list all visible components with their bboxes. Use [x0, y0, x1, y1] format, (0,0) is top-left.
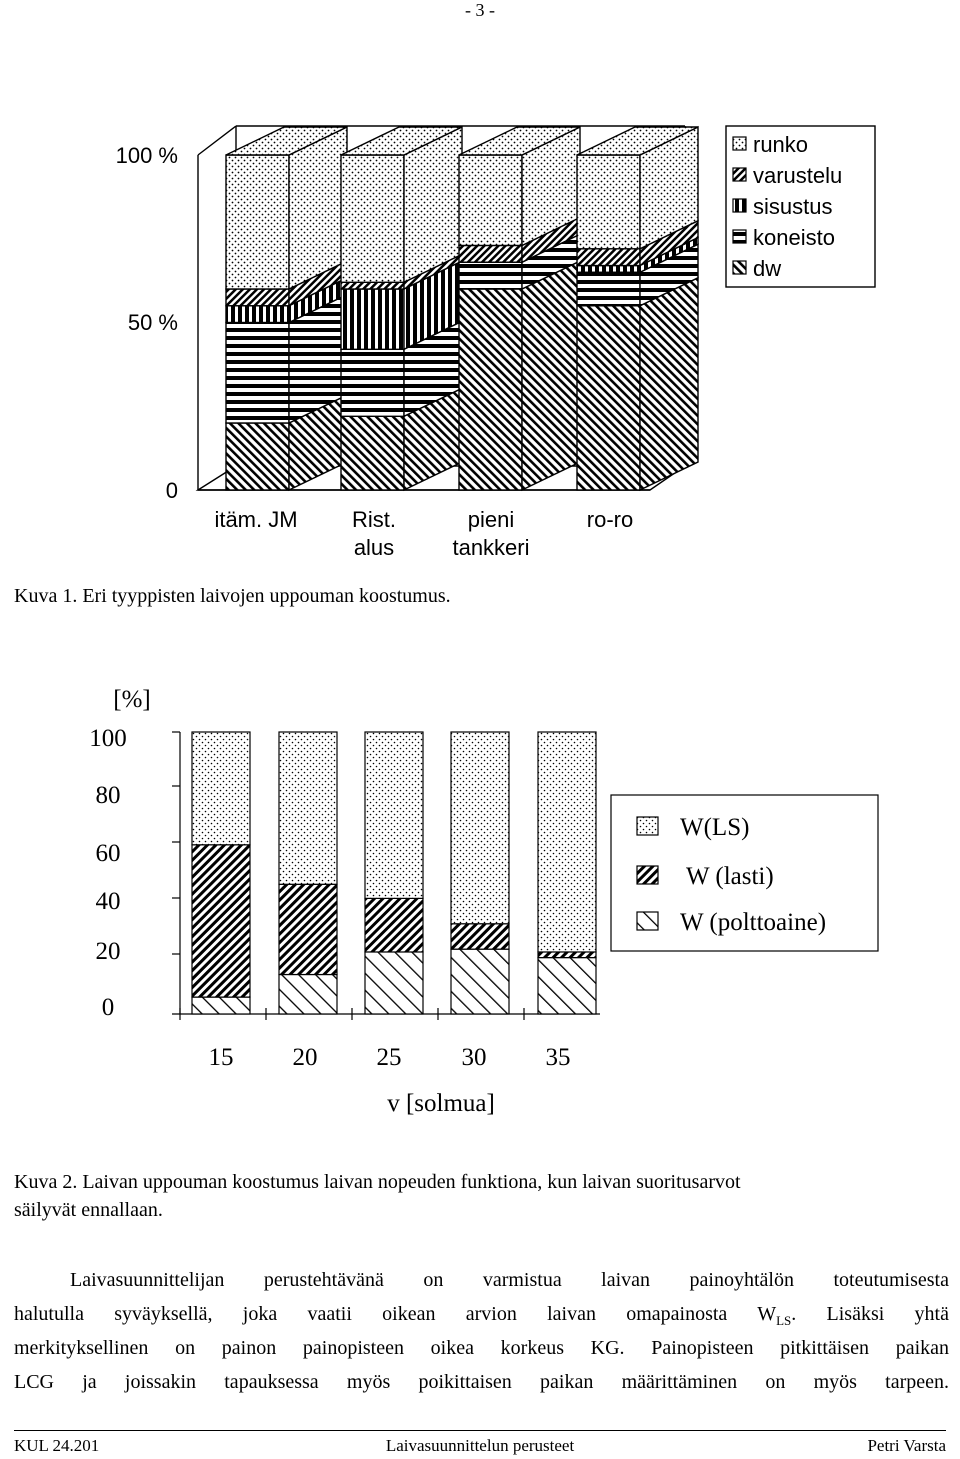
chart1-bar-segment-koneisto: [459, 262, 522, 289]
paragraph-line-1: Laivasuunnittelijan perustehtävänä on varmistua laivan painoyhtälön toteutumisesta: [70, 1269, 949, 1291]
chart2-bar-segment: [192, 732, 250, 845]
chart2-y-tick-label: 0: [101, 994, 115, 1021]
chart1-bar-side-dw: [640, 278, 698, 490]
figure-2-caption-line1: Kuva 2. Laivan uppouman koostumus laivan nopeuden funktiona, kun laivan suoritusarvot: [14, 1171, 741, 1193]
chart2-x-axis-label: v [solmua]: [387, 1090, 495, 1117]
chart-2: [0, 660, 960, 1130]
chart2-x-tick-label: 30: [461, 1044, 487, 1071]
chart2-legend-label: W (polttoaine): [680, 909, 827, 936]
chart1-legend-label: sisustus: [753, 194, 833, 219]
chart1-bar-segment-sisustus: [226, 306, 289, 323]
chart2-bar-segment: [538, 732, 596, 952]
chart1-bar-segment-koneisto: [341, 349, 404, 416]
chart2-x-tick-label: 25: [376, 1044, 402, 1071]
paragraph-line-3: merkityksellinen on painon painopisteen oikea korkeus KG. Painopisteen pitkittäisen paikan: [14, 1337, 949, 1359]
chart1-category-label: alus: [353, 535, 395, 560]
chart1-bar-segment-runko: [226, 155, 289, 289]
chart1-legend-swatch: [733, 230, 746, 243]
chart1-bar-segment-runko: [459, 155, 522, 245]
chart2-bars: [192, 732, 596, 1014]
footer-right: Petri Varsta: [867, 1436, 946, 1455]
chart1-bar-segment-dw: [226, 423, 289, 490]
chart2-bar-segment: [451, 732, 509, 924]
paragraph-line-4: LCG ja joissakin tapauksessa myös poikittaisen paikan määrittäminen on myös tarpeen.: [14, 1371, 949, 1393]
figure-2-caption-line2: säilyvät ennallaan.: [14, 1199, 163, 1221]
chart1-legend-swatch: [733, 261, 746, 274]
chart2-legend-label: W (lasti): [686, 863, 774, 890]
chart1-y-tick: 100 %: [115, 143, 178, 168]
chart1-bars: [226, 127, 698, 490]
chart2-legend-label: W(LS): [680, 814, 750, 841]
chart1-bar-segment-koneisto: [226, 323, 289, 424]
chart1-category-label: tankkeri: [452, 535, 530, 560]
chart1-category-label: pieni: [467, 507, 515, 532]
chart1-legend-swatch: [733, 199, 746, 212]
page-number: - 3 -: [465, 0, 495, 20]
chart1-bar-segment-koneisto: [577, 272, 640, 306]
chart2-y-tick-label: 100: [89, 725, 127, 752]
chart2-legend-swatch: [637, 912, 658, 930]
chart2-bar-segment: [365, 898, 423, 952]
figure-1-caption: Kuva 1. Eri tyyppisten laivojen uppouman koostumus.: [14, 585, 451, 607]
chart2-bar-segment: [279, 884, 337, 974]
chart1-category-label: ro-ro: [586, 507, 634, 532]
chart1-category-label: Rist.: [352, 507, 396, 532]
chart1-legend-label: varustelu: [753, 163, 843, 188]
chart1-bar-side-dw: [522, 261, 580, 490]
chart1-bar-segment-sisustus: [577, 266, 640, 273]
chart2-bar-segment: [279, 975, 337, 1014]
footer-rule: [14, 1430, 946, 1431]
chart1-bar-segment-dw: [341, 416, 404, 490]
chart2-bar-segment: [192, 845, 250, 997]
chart2-bar-segment: [538, 952, 596, 958]
chart1-bar-segment-varustelu: [459, 245, 522, 262]
chart2-x-tick-label: 15: [208, 1044, 234, 1071]
chart2-legend-swatch: [637, 866, 658, 884]
chart1-bar-segment-dw: [577, 306, 640, 490]
chart1-category-label: itäm. JM: [214, 507, 298, 532]
chart2-legend-swatch: [637, 817, 658, 835]
chart2-bar-segment: [192, 997, 250, 1014]
chart1-bar-segment-varustelu: [341, 282, 404, 289]
chart2-x-tick-label: 35: [545, 1044, 571, 1071]
chart2-bar-segment: [279, 732, 337, 884]
chart1-legend-swatch: [733, 168, 746, 181]
chart2-y-tick-label: 80: [95, 782, 121, 809]
chart1-bar-segment-runko: [577, 155, 640, 249]
footer-left: KUL 24.201: [14, 1436, 100, 1455]
chart2-legend: [611, 795, 878, 951]
chart1-y-tick: 0: [165, 478, 178, 503]
chart1-back-edge-left: [198, 126, 236, 155]
chart2-y-tick-label: 60: [95, 840, 121, 867]
chart2-bar-segment: [451, 924, 509, 949]
chart1-legend-label: koneisto: [753, 225, 835, 250]
chart1-bar-segment-runko: [341, 155, 404, 282]
chart1-legend-label: dw: [753, 256, 782, 281]
chart1-bar-segment-dw: [459, 289, 522, 490]
chart2-bar-segment: [538, 958, 596, 1014]
chart2-y-unit: [%]: [113, 686, 151, 713]
chart2-y-tick-label: 20: [95, 938, 121, 965]
footer-center: Laivasuunnittelun perusteet: [385, 1436, 575, 1455]
chart1-legend-swatch: [733, 137, 746, 150]
chart1-legend-label: runko: [753, 132, 809, 157]
chart1-legend: [726, 126, 875, 287]
chart1-y-tick: 50 %: [127, 310, 178, 335]
paragraph-line-2-end: . Lisäksi yhtä: [791, 1303, 949, 1325]
chart2-y-tick-label: 40: [95, 888, 121, 915]
chart2-bar-segment: [365, 952, 423, 1014]
subscript-ls: LS: [776, 1313, 792, 1328]
paragraph-line-2-text: halutulla syväyksellä, joka vaatii oikean arvion laivan omapainosta W: [14, 1303, 777, 1325]
chart1-bar-segment-varustelu: [226, 289, 289, 306]
chart2-bar-segment: [451, 949, 509, 1014]
chart1-bar-segment-varustelu: [577, 249, 640, 266]
chart2-bar-segment: [365, 732, 423, 898]
chart-1: [0, 0, 960, 600]
chart1-bar-segment-sisustus: [341, 289, 404, 349]
chart2-x-tick-label: 20: [292, 1044, 318, 1071]
